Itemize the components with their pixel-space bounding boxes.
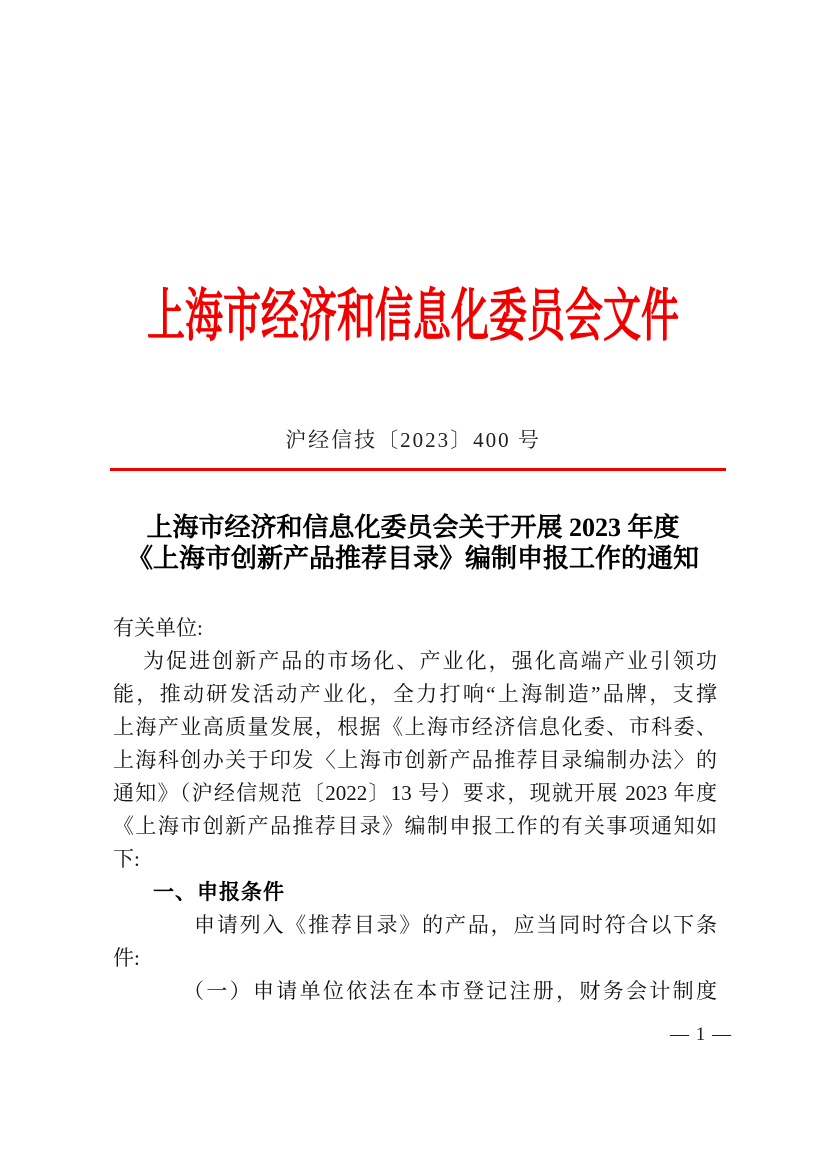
title-line-2: 《上海市创新产品推荐目录》编制申报工作的通知 bbox=[126, 544, 699, 573]
page-number: — 1 — bbox=[670, 1024, 732, 1045]
body-paragraph-line: 通知》（沪经信规范〔2022〕13 号）要求，现就开展 2023 年度 bbox=[113, 781, 717, 805]
body-paragraph-line: 《上海市创新产品推荐目录》编制申报工作的有关事项通知如 bbox=[113, 814, 717, 838]
body-paragraph-line: 上海产业高质量发展，根据《上海市经济信息化委、市科委、 bbox=[113, 715, 717, 739]
salutation-line: 有关单位: bbox=[113, 616, 203, 640]
red-separator-line bbox=[110, 468, 726, 471]
body-paragraph-line: 为促进创新产品的市场化、产业化，强化高端产业引领功 bbox=[143, 649, 717, 673]
body-paragraph-line: 下: bbox=[113, 847, 140, 871]
body-paragraph-line: （一）申请单位依法在本市登记注册，财务会计制度 bbox=[183, 979, 717, 1003]
document-body bbox=[113, 612, 717, 1008]
body-paragraph-line: 件: bbox=[113, 946, 140, 970]
title-line-1: 上海市经济和信息化委员会关于开展 2023 年度 bbox=[146, 513, 680, 542]
section-heading: 一、申报条件 bbox=[153, 881, 285, 904]
issuer-banner: 上海市经济和信息化委员会文件 bbox=[146, 285, 679, 349]
document-title bbox=[0, 512, 826, 574]
body-paragraph-line: 能，推动研发活动产业化，全力打响“上海制造”品牌，支撑 bbox=[113, 682, 717, 706]
doc-number: 沪经信技〔2023〕400 号 bbox=[285, 428, 541, 452]
body-paragraph-line: 申请列入《推荐目录》的产品，应当同时符合以下条 bbox=[194, 913, 717, 937]
body-paragraph-line: 上海科创办关于印发〈上海市创新产品推荐目录编制办法〉的 bbox=[113, 748, 717, 772]
